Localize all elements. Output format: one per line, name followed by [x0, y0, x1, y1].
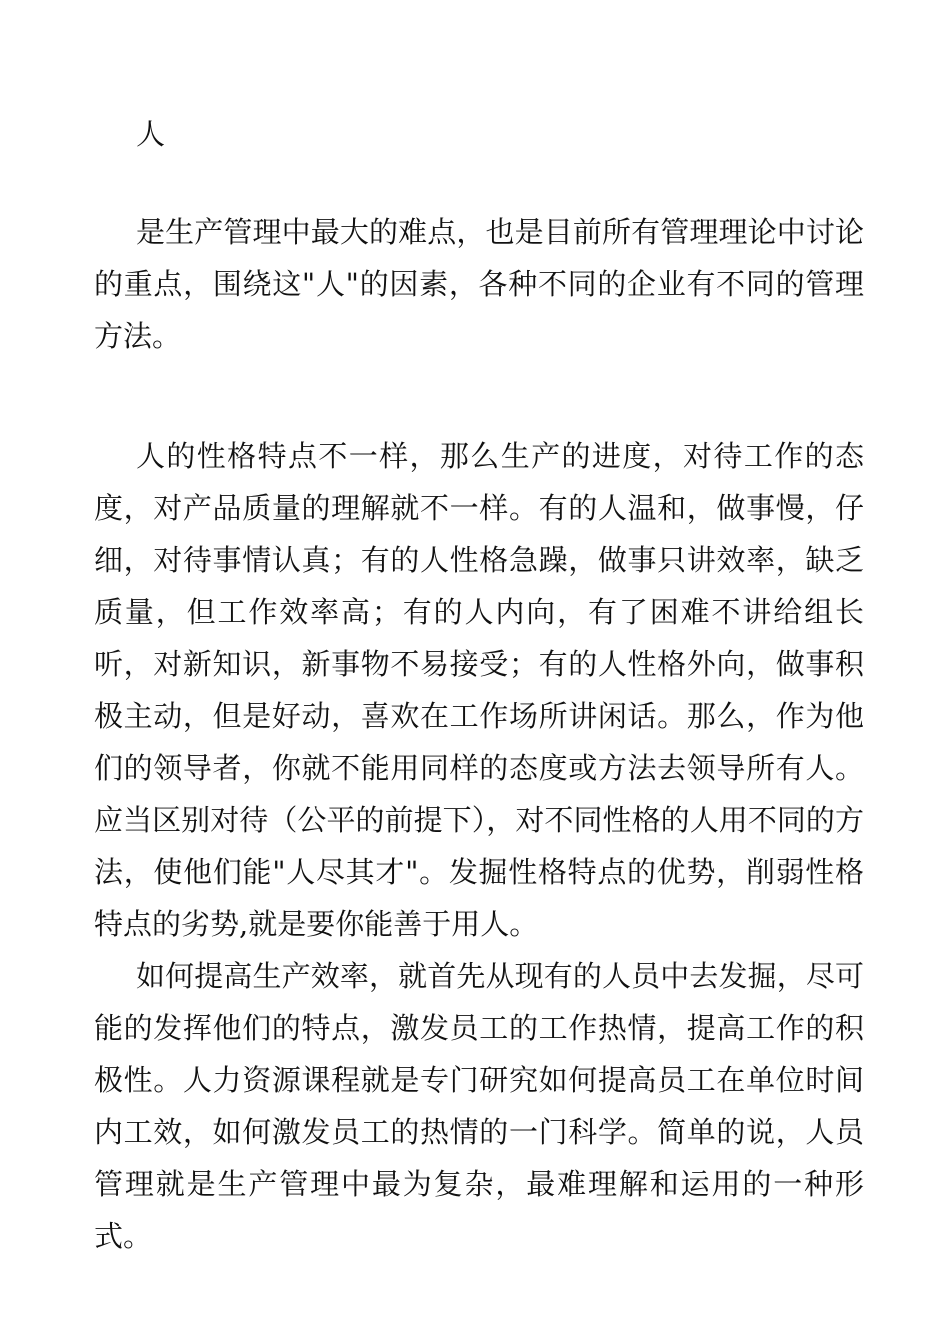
paragraph-2: 人的性格特点不一样，那么生产的进度，对待工作的态度，对产品质量的理解就不一样。有的人温和，做事慢，仔细，对待事情认真；有的人性格急躁，做事只讲效率，缺乏质量，但工作效率高；有的人内向，有了困难不讲给组长听，对新知识，新事物不易接受；有的人性格外向，做事积极主动，但是好动，喜欢在工作场所讲闲话。那么，作为他们的领导者，你就不能用同样的态度或方法去领导所有人。应当区别对待（公平的前提下），对不同性格的人用不同的方法，使他们能"人尽其才"。发掘性格特点的优势，削弱性格特点的劣势,就是要你能善于用人。 — [94, 439, 864, 941]
paragraph-3: 如何提高生产效率，就首先从现有的人员中去发掘，尽可能的发挥他们的特点，激发员工的工作热情，提高工作的积极性。人力资源课程就是专门研究如何提高员工在单位时间内工效，如何激发员工的热情的一门科学。简单的说，人员管理就是生产管理中最为复杂，最难理解和运用的一种形式。 — [94, 959, 864, 1253]
paragraph-1: 是生产管理中最大的难点，也是目前所有管理理论中讨论的重点，围绕这"人"的因素，各种不同的企业有不同的管理方法。 — [94, 215, 864, 353]
document-heading: 人 — [136, 117, 166, 151]
